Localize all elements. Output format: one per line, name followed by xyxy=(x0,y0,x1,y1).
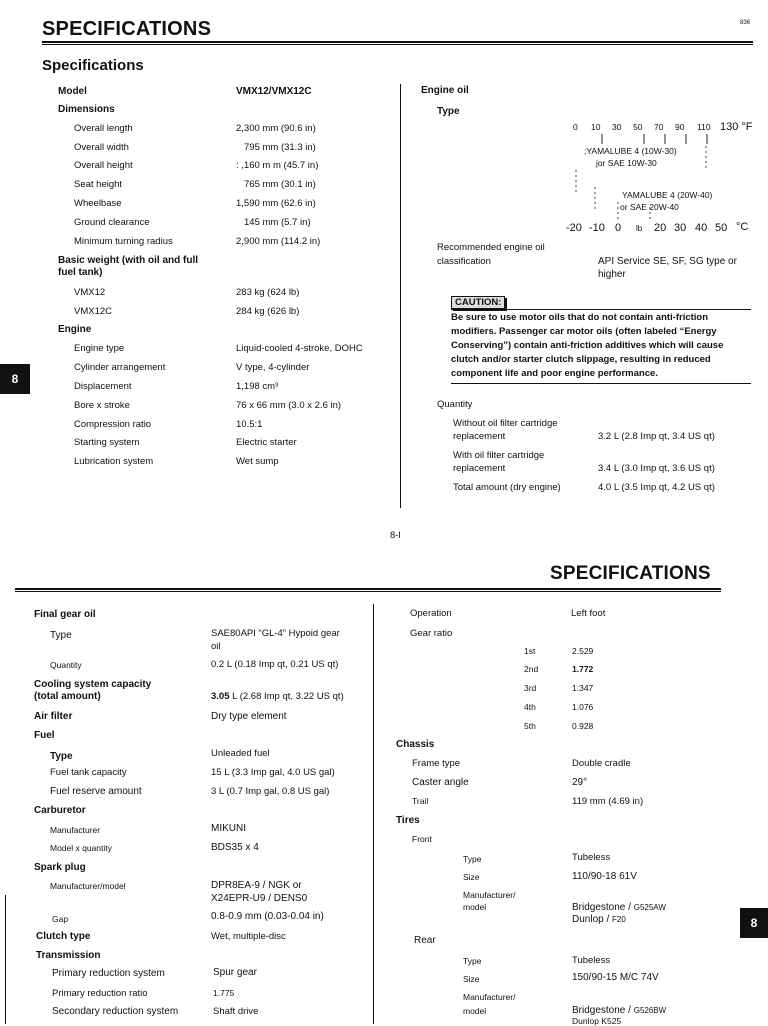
caution-top-rule xyxy=(451,309,751,310)
air-filter-heading: Air filter xyxy=(34,711,73,722)
spec-label: Fuel reserve amount xyxy=(50,786,142,797)
fuel-heading: Fuel xyxy=(34,730,55,741)
brand-name: Bridgestone / xyxy=(572,1005,634,1016)
spec-value xyxy=(572,914,626,925)
spec-label: Fuel tank capacity xyxy=(50,767,127,778)
qty-value: 3.2 L (2.8 Imp qt, 3.4 US qt) xyxy=(598,431,715,442)
spec-value: Shaft drive xyxy=(213,1006,259,1017)
yamalube-20w40: YAMALUBE 4 (20W-40) xyxy=(622,190,713,200)
spec-label: VMX12 xyxy=(74,287,106,298)
tire-model: F20 xyxy=(612,915,626,924)
column-divider-2 xyxy=(373,604,374,1024)
spec-value: SAE80API “GL-4” Hypoid gear xyxy=(211,628,340,639)
spec-label: Type xyxy=(50,630,72,641)
spec-value: MIKUNI xyxy=(211,823,246,834)
clutch-heading: Clutch type xyxy=(36,931,91,942)
engine-oil-heading: Engine oil xyxy=(421,85,469,96)
c-tick: 20 xyxy=(654,222,667,234)
c-tick: -10 xyxy=(589,222,605,234)
spec-label: Ground clearance xyxy=(74,217,150,228)
spec-label: Displacement xyxy=(74,381,132,392)
spec-label: model xyxy=(463,902,487,912)
spec-label: Trail xyxy=(412,796,429,806)
quantity-heading: Quantity xyxy=(437,399,473,410)
spec-label: Primary reduction system xyxy=(52,968,165,979)
spec-value: : ,160 m m (45.7 in) xyxy=(236,160,319,171)
rec-oil-value-2: higher xyxy=(598,269,626,280)
spec-label: Type xyxy=(50,751,73,762)
spec-value: 1,590 mm (62.6 in) xyxy=(236,198,316,209)
spec-label: Wheelbase xyxy=(74,198,122,209)
spec-value: 795 mm (31.3 in) xyxy=(244,142,316,153)
carburetor-heading: Carburetor xyxy=(34,805,86,816)
spec-value: Double cradle xyxy=(572,758,631,769)
cooling-heading-2: (total amount) xyxy=(34,691,101,702)
spec-value: 145 mm (5.7 in) xyxy=(244,217,311,228)
sae-10w30: jor SAE 10W-30 xyxy=(596,158,657,168)
spec-value: 150/90-15 M/C 74V xyxy=(572,972,659,983)
gear-label: 4th xyxy=(524,702,536,712)
spec-label: Minimum turning radius xyxy=(74,236,173,247)
chapter-tab-2: 8 xyxy=(740,908,768,938)
f-tick: 10 xyxy=(591,122,601,132)
spec-value: Dry type element xyxy=(211,711,287,722)
page-number: 8-l xyxy=(390,530,401,541)
spec-value: Unleaded fuel xyxy=(211,748,270,759)
spec-label: Overall width xyxy=(74,142,129,153)
spec-value: Tubeless xyxy=(572,852,611,863)
spec-value: V type, 4-cylinder xyxy=(236,362,310,373)
spec-label: Model x quantity xyxy=(50,843,112,853)
qty-label: replacement xyxy=(453,431,506,442)
spec-value: 3 L (0.7 Imp gal, 0.8 US gal) xyxy=(211,786,330,797)
spec-label: Bore x stroke xyxy=(74,400,130,411)
spec-value: 10.5:1 xyxy=(236,419,263,430)
spec-value: 15 L (3.3 Imp gal, 4.0 US gal) xyxy=(211,767,335,778)
c-tick: 30 xyxy=(674,222,687,234)
f-tick: 110 xyxy=(697,122,711,132)
gear-value: 1.347 xyxy=(572,683,594,693)
sae-20w40: or SAE 20W-40 xyxy=(620,202,679,212)
section-title: Specifications xyxy=(42,57,144,74)
spec-label: VMX12C xyxy=(74,306,113,317)
front-tire-heading: Front xyxy=(412,834,432,844)
spec-label: Secondary reduction system xyxy=(52,1006,179,1017)
chassis-heading: Chassis xyxy=(396,739,435,750)
spec-label: Engine type xyxy=(74,343,125,354)
c-tick: 50 xyxy=(715,222,728,234)
f-tick: 0 xyxy=(573,122,578,132)
f-tick: 70 xyxy=(654,122,664,132)
spec-label: Frame type xyxy=(412,758,461,769)
spec-value: Dunlop K525 xyxy=(572,1016,622,1026)
tires-heading: Tires xyxy=(396,815,420,826)
rec-oil-value: API Service SE, SF, SG type or xyxy=(598,256,737,267)
f-tick: 50 xyxy=(633,122,643,132)
spec-value: Left foot xyxy=(571,608,606,619)
engine-heading: Engine xyxy=(58,324,92,335)
spec-label: Gap xyxy=(52,914,69,924)
gear-label: 3rd xyxy=(524,683,537,693)
gear-value: 2.529 xyxy=(572,646,594,656)
spec-label: Overall length xyxy=(74,123,133,134)
spec-label: Overall height xyxy=(74,160,133,171)
spec-label: Compression ratio xyxy=(74,419,152,430)
spec-label: Manufacturer/ xyxy=(463,890,516,900)
gear-label: 2nd xyxy=(524,664,539,674)
gear-ratio-heading: Gear ratio xyxy=(410,628,453,639)
qty-value: 3.4 L (3.0 Imp qt, 3.6 US qt) xyxy=(598,463,715,474)
c-unit: °C xyxy=(736,221,749,233)
spec-value: 0.8-0.9 mm (0.03-0.04 in) xyxy=(211,911,324,922)
cooling-value-rest: L (2.68 Imp qt, 3.22 US qt) xyxy=(229,691,344,702)
dimensions-heading: Dimensions xyxy=(58,104,115,115)
spec-value: 0.2 L (0.18 Imp qt, 0.21 US qt) xyxy=(211,659,339,670)
f-tick: 90 xyxy=(675,122,685,132)
corner-code: 836 xyxy=(740,20,751,26)
spec-value: 283 kg (624 lb) xyxy=(236,287,300,298)
spec-value: Wet, multiple-disc xyxy=(211,931,286,942)
brand-name: Dunlop / xyxy=(572,914,613,925)
brand-name: Bridgestone / xyxy=(572,902,634,913)
spec-label: Operation xyxy=(410,608,452,619)
spec-label: Primary reduction ratio xyxy=(52,988,148,999)
spec-label: Type xyxy=(463,956,482,966)
gear-value: 0.928 xyxy=(572,721,594,731)
f-tick: 30 xyxy=(612,122,622,132)
spec-label: model xyxy=(463,1006,487,1016)
spec-value: 2,300 mm (90.6 in) xyxy=(236,123,316,134)
c-tick: lb xyxy=(636,224,643,233)
cooling-value-bold: 3.05 xyxy=(211,691,230,702)
spec-label: Manufacturer/model xyxy=(50,881,126,891)
column-divider xyxy=(400,84,401,508)
spec-value: 110/90-18 61V xyxy=(572,871,637,882)
spec-value: Wet sump xyxy=(236,456,279,467)
chapter-tab: 8 xyxy=(0,364,30,394)
spec-label: Type xyxy=(463,854,482,864)
caution-bottom-rule xyxy=(451,383,751,384)
spec-value: X24EPR-U9 / DENS0 xyxy=(211,893,308,904)
spark-plug-heading: Spark plug xyxy=(34,862,86,873)
rear-tire-heading: Rear xyxy=(414,935,436,946)
rec-oil-label: Recommended engine oil xyxy=(437,242,545,253)
spec-label: Starting system xyxy=(74,437,140,448)
spec-label: Manufacturer/ xyxy=(463,992,516,1002)
spec-value: 284 kg (626 lb) xyxy=(236,306,300,317)
spec-label: Size xyxy=(463,872,480,882)
basic-weight-heading-2: fuel tank) xyxy=(58,267,103,278)
spec-value: 1,198 cm³ xyxy=(236,381,279,392)
gear-label: 1st xyxy=(524,646,536,656)
tire-model: G526BW xyxy=(633,1006,667,1015)
basic-weight-heading: Basic weight (with oil and full xyxy=(58,255,199,266)
spec-value xyxy=(572,1005,666,1016)
c-tick: -20 xyxy=(566,222,582,234)
caution-label: CAUTION: xyxy=(451,296,505,309)
spec-label: Lubrication system xyxy=(74,456,154,467)
qty-value: 4.0 L (3.5 Imp qt, 4.2 US qt) xyxy=(598,482,715,493)
spec-value: Electric starter xyxy=(236,437,297,448)
spec-value: 2,900 mm (114.2 in) xyxy=(236,236,321,247)
f-unit: 130 °F xyxy=(720,121,753,133)
spec-value: 765 mm (30.1 in) xyxy=(244,179,316,190)
rec-oil-label-2: classification xyxy=(437,256,491,267)
caution-text: Be sure to use motor oils that do not contain anti-friction modifiers. Passenger car motor oils (often labeled “Energy Conserving”) contain anti-friction additives which will cause clutch and/or starter clutch slippage, resulting in reduced component life and poor engine performance. xyxy=(451,312,724,379)
title-rule-thin xyxy=(42,44,753,45)
page-title: SPECIFICATIONS xyxy=(42,18,212,40)
title-rule-2-thin xyxy=(15,591,721,592)
page-title-2: SPECIFICATIONS xyxy=(550,563,711,584)
spec-value: 119 mm (4.69 in) xyxy=(572,796,644,807)
oil-type-label: Type xyxy=(437,106,460,117)
spec-label: Quantity xyxy=(50,660,82,670)
qty-label: With oil filter cartridge xyxy=(453,450,545,461)
final-gear-oil-heading: Final gear oil xyxy=(34,609,96,620)
spec-value: BDS35 x 4 xyxy=(211,842,259,853)
transmission-heading: Transmission xyxy=(36,950,101,961)
c-tick: 0 xyxy=(615,222,622,234)
spec-value: DPR8EA-9 / NGK or xyxy=(211,880,302,891)
spec-label: Manufacturer xyxy=(50,825,101,835)
gear-value: 1.772 xyxy=(572,664,594,674)
spec-label: Cylinder arrangement xyxy=(74,362,166,373)
spec-value: 1.775 xyxy=(213,988,235,998)
title-rule-2 xyxy=(15,588,721,590)
left-edge-line xyxy=(5,895,6,1024)
spec-value: 76 x 66 mm (3.0 x 2.6 in) xyxy=(236,400,342,411)
spec-label: Seat height xyxy=(74,179,123,190)
cooling-value xyxy=(211,691,344,702)
model-label: Model xyxy=(58,86,87,97)
gear-value: 1.076 xyxy=(572,702,594,712)
cooling-heading: Cooling system capacity xyxy=(34,679,152,690)
qty-label: Total amount (dry engine) xyxy=(453,482,561,493)
qty-label: replacement xyxy=(453,463,506,474)
spec-value: Tubeless xyxy=(572,955,611,966)
model-value: VMX12/VMX12C xyxy=(236,86,312,97)
gear-label: 5th xyxy=(524,721,536,731)
spec-value: oil xyxy=(211,641,221,652)
qty-label: Without oil filter cartridge xyxy=(453,418,558,429)
title-rule xyxy=(42,41,753,43)
tire-model: G525AW xyxy=(633,903,666,912)
yamalube-10w30: ;YAMALUBE 4 (10W-30) xyxy=(584,146,677,156)
spec-value: Liquid-cooled 4-stroke, DOHC xyxy=(236,343,363,354)
spec-value: Spur gear xyxy=(213,967,257,978)
spec-label: Caster angle xyxy=(412,777,469,788)
spec-value xyxy=(572,902,666,913)
spec-label: Size xyxy=(463,974,480,984)
spec-value: 29° xyxy=(572,777,588,788)
c-tick: 40 xyxy=(695,222,708,234)
